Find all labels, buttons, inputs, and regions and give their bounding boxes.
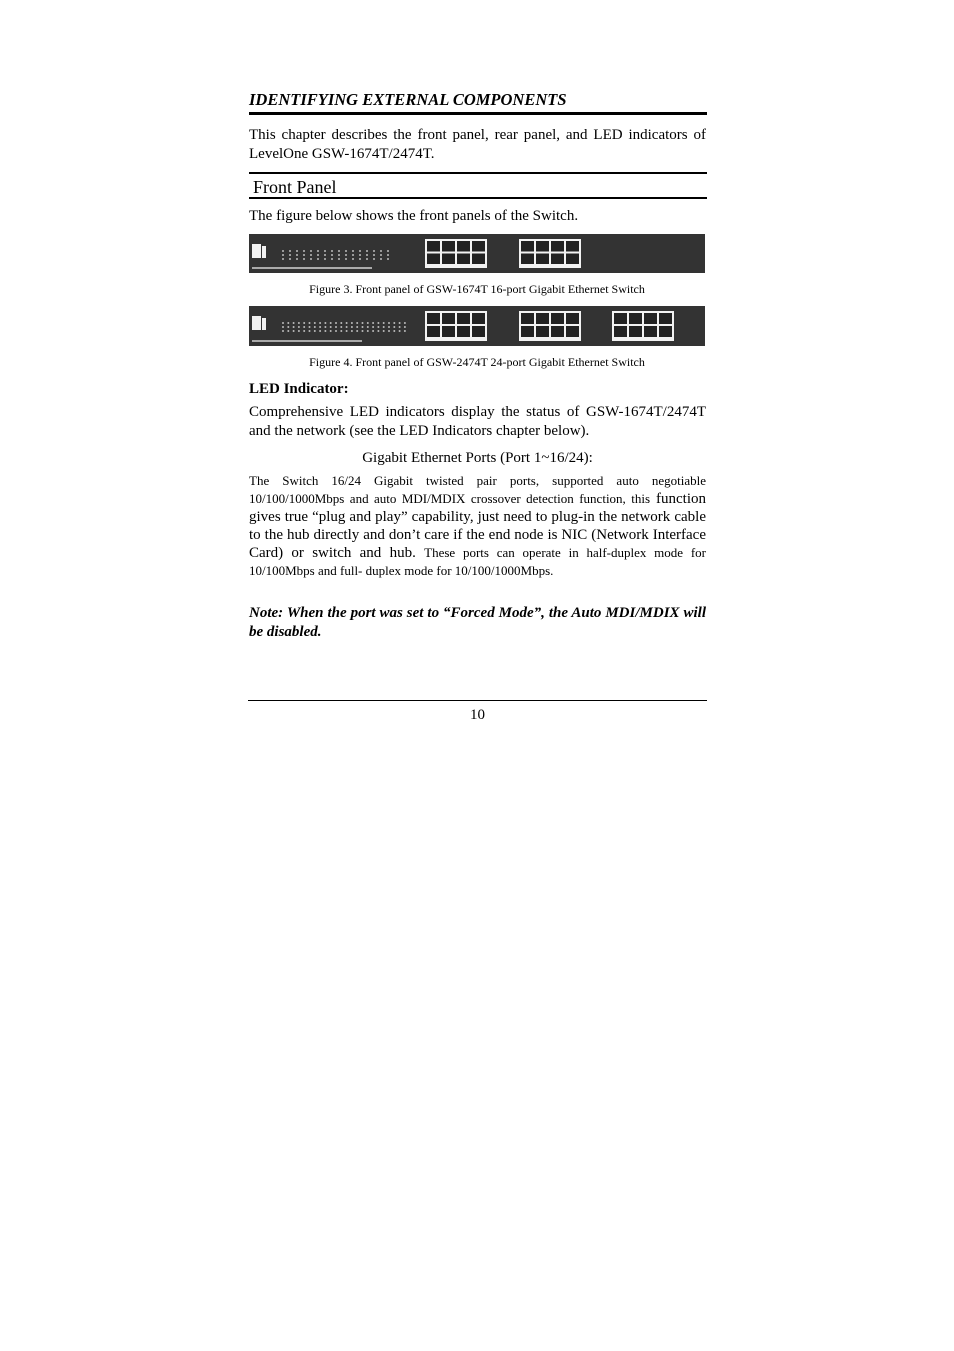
- led-dot: [309, 326, 311, 328]
- led-dot: [310, 254, 312, 256]
- rj45-port: [629, 326, 642, 337]
- rj45-port: [566, 254, 579, 265]
- footer-rule: [248, 700, 707, 701]
- model-label-strip: [252, 267, 372, 269]
- rj45-port: [614, 313, 627, 324]
- rj45-port: [536, 254, 549, 265]
- figure-lead-text: The figure below shows the front panels of the Switch.: [249, 208, 579, 224]
- led-dot: [346, 322, 348, 324]
- led-dot: [324, 250, 326, 252]
- led-dot: [372, 322, 374, 324]
- led-dot: [388, 326, 390, 328]
- led-dot: [309, 330, 311, 332]
- led-dot: [331, 258, 333, 260]
- rj45-port: [551, 254, 564, 265]
- logo-icon: [262, 246, 266, 258]
- led-dot: [317, 254, 319, 256]
- led-dot: [352, 258, 354, 260]
- rj45-port: [536, 313, 549, 324]
- front-panel-16-port-image: [249, 234, 705, 273]
- rj45-port: [427, 313, 440, 324]
- led-dot: [303, 326, 305, 328]
- led-dot: [362, 322, 364, 324]
- led-dot: [351, 330, 353, 332]
- rj45-port: [442, 313, 455, 324]
- page-number: 10: [470, 707, 485, 723]
- led-dot: [352, 250, 354, 252]
- led-dot: [351, 322, 353, 324]
- led-dot: [377, 326, 379, 328]
- led-dot: [377, 330, 379, 332]
- rj45-port: [566, 326, 579, 337]
- led-dot: [303, 258, 305, 260]
- led-dot: [317, 258, 319, 260]
- led-dot: [387, 258, 389, 260]
- led-dot: [377, 322, 379, 324]
- logo-icon: [252, 316, 261, 330]
- figure-3-caption: Figure 3. Front panel of GSW-1674T 16-port Gigabit Ethernet Switch: [309, 282, 645, 296]
- logo-icon: [252, 244, 261, 258]
- led-dot: [319, 326, 321, 328]
- rj45-port: [644, 313, 657, 324]
- led-dot: [373, 254, 375, 256]
- rj45-port: [521, 313, 534, 324]
- led-dot: [298, 322, 300, 324]
- led-dot: [282, 254, 284, 256]
- led-dot: [324, 258, 326, 260]
- note-paragraph: Note: When the port was set to “Forced Mode”, the Auto MDI/MDIX will be disabled.: [249, 605, 706, 640]
- led-dot: [359, 258, 361, 260]
- led-dot: [383, 322, 385, 324]
- led-dot: [340, 326, 342, 328]
- led-dot: [351, 326, 353, 328]
- led-dot: [338, 258, 340, 260]
- led-dot: [356, 322, 358, 324]
- rj45-port: [427, 254, 440, 265]
- led-dot: [393, 322, 395, 324]
- led-dot: [293, 322, 295, 324]
- rj45-port: [629, 313, 642, 324]
- led-dot: [330, 322, 332, 324]
- rj45-port: [472, 254, 485, 265]
- rj45-port: [457, 254, 470, 265]
- led-dot: [383, 326, 385, 328]
- led-dot: [366, 254, 368, 256]
- led-dot: [289, 258, 291, 260]
- rj45-port: [614, 326, 627, 337]
- led-dot: [346, 330, 348, 332]
- led-dot: [287, 322, 289, 324]
- led-dot: [310, 250, 312, 252]
- ports-text-part-b: function gives true “plug and play” capability, just need to plug-in the network cable to the hub directly and don’t care if the end node is NIC (Network Interface Card) or switch and hub.: [249, 491, 706, 561]
- led-dot: [345, 258, 347, 260]
- led-dot: [372, 330, 374, 332]
- rj45-port: [566, 241, 579, 252]
- led-dot: [356, 330, 358, 332]
- led-dot: [404, 326, 406, 328]
- led-dot: [298, 326, 300, 328]
- led-dot: [387, 254, 389, 256]
- led-dot: [362, 326, 364, 328]
- led-dot: [314, 326, 316, 328]
- led-dot: [345, 250, 347, 252]
- led-dot: [319, 330, 321, 332]
- rj45-port: [551, 313, 564, 324]
- section-title-front-panel: Front Panel: [249, 172, 707, 199]
- led-dot: [367, 322, 369, 324]
- led-dot: [388, 322, 390, 324]
- rj45-port: [472, 313, 485, 324]
- led-dot: [293, 330, 295, 332]
- led-dot: [404, 322, 406, 324]
- led-dot: [366, 250, 368, 252]
- rj45-port: [472, 241, 485, 252]
- led-dot: [331, 250, 333, 252]
- led-dot: [335, 326, 337, 328]
- led-dot: [287, 330, 289, 332]
- ports-text-part-a: The Switch 16/24 Gigabit twisted pair ports, supported auto negotiable 10/100/1000Mbps and auto MDI/MDIX crossover detection function, this: [249, 473, 706, 506]
- rj45-port: [659, 313, 672, 324]
- rj45-port: [536, 326, 549, 337]
- rj45-port: [472, 326, 485, 337]
- led-dot: [330, 330, 332, 332]
- led-dot: [340, 330, 342, 332]
- rj45-port: [659, 326, 672, 337]
- led-dot: [296, 258, 298, 260]
- front-panel-24-port-image: [249, 306, 705, 346]
- rj45-port: [551, 326, 564, 337]
- led-dot: [338, 250, 340, 252]
- led-dot: [388, 330, 390, 332]
- led-dot: [303, 254, 305, 256]
- rj45-port: [521, 254, 534, 265]
- led-dot: [345, 254, 347, 256]
- led-dot: [399, 330, 401, 332]
- led-dot: [335, 330, 337, 332]
- led-dot: [393, 326, 395, 328]
- led-dot: [289, 250, 291, 252]
- rj45-port: [551, 241, 564, 252]
- intro-paragraph: This chapter describes the front panel, rear panel, and LED indicators of LevelOne GSW-1674T/2474T.: [249, 127, 706, 162]
- led-dot: [393, 330, 395, 332]
- ports-text-part-c: These ports can operate in half-duplex mode for 10/100Mbps and full- duplex mode for 10/100/1000Mbps.: [249, 545, 706, 578]
- rj45-port: [427, 326, 440, 337]
- led-dot: [399, 322, 401, 324]
- model-label-strip: [252, 340, 362, 342]
- led-dot: [372, 326, 374, 328]
- led-dot: [380, 250, 382, 252]
- figure-4-caption: Figure 4. Front panel of GSW-2474T 24-port Gigabit Ethernet Switch: [309, 355, 645, 369]
- rj45-port: [457, 241, 470, 252]
- led-dot: [303, 330, 305, 332]
- led-dot: [356, 326, 358, 328]
- rj45-port: [427, 241, 440, 252]
- rj45-port: [457, 313, 470, 324]
- rj45-port: [521, 241, 534, 252]
- led-dot: [330, 326, 332, 328]
- rj45-port: [536, 241, 549, 252]
- led-indicator-paragraph: Comprehensive LED indicators display the status of GSW-1674T/2474T and the network (see the LED Indicators chapter below).: [249, 404, 706, 439]
- rj45-port: [644, 326, 657, 337]
- led-dot: [340, 322, 342, 324]
- rj45-port: [521, 326, 534, 337]
- led-dot: [309, 322, 311, 324]
- led-dot: [362, 330, 364, 332]
- rj45-port: [457, 326, 470, 337]
- gigabit-ports-paragraph: [249, 472, 706, 580]
- led-dot: [293, 326, 295, 328]
- led-dot: [331, 254, 333, 256]
- rj45-port: [442, 326, 455, 337]
- led-dot: [359, 250, 361, 252]
- led-dot: [296, 250, 298, 252]
- led-dot: [282, 322, 284, 324]
- led-dot: [324, 330, 326, 332]
- led-dot: [289, 254, 291, 256]
- led-dot: [383, 330, 385, 332]
- led-dot: [324, 322, 326, 324]
- led-dot: [303, 322, 305, 324]
- led-dot: [282, 250, 284, 252]
- led-dot: [338, 254, 340, 256]
- rj45-port: [442, 254, 455, 265]
- led-dot: [359, 254, 361, 256]
- led-dot: [310, 258, 312, 260]
- led-dot: [387, 250, 389, 252]
- logo-icon: [262, 318, 266, 330]
- led-dot: [324, 326, 326, 328]
- led-dot: [373, 258, 375, 260]
- chapter-title: IDENTIFYING EXTERNAL COMPONENTS: [249, 90, 707, 115]
- led-dot: [367, 326, 369, 328]
- led-dot: [373, 250, 375, 252]
- led-dot: [367, 330, 369, 332]
- led-dot: [366, 258, 368, 260]
- led-dot: [287, 326, 289, 328]
- led-dot: [352, 254, 354, 256]
- led-dot: [399, 326, 401, 328]
- gigabit-ports-heading: Gigabit Ethernet Ports (Port 1~16/24):: [362, 450, 593, 466]
- led-dot: [380, 254, 382, 256]
- led-dot: [346, 326, 348, 328]
- led-dot: [319, 322, 321, 324]
- led-dot: [335, 322, 337, 324]
- led-dot: [296, 254, 298, 256]
- led-indicator-heading: LED Indicator:: [249, 381, 349, 397]
- led-dot: [298, 330, 300, 332]
- rj45-port: [566, 313, 579, 324]
- led-dot: [324, 254, 326, 256]
- led-dot: [380, 258, 382, 260]
- led-dot: [404, 330, 406, 332]
- led-dot: [303, 250, 305, 252]
- led-dot: [314, 330, 316, 332]
- led-dot: [282, 258, 284, 260]
- rj45-port: [442, 241, 455, 252]
- led-dot: [317, 250, 319, 252]
- led-dot: [282, 326, 284, 328]
- led-dot: [282, 330, 284, 332]
- led-dot: [314, 322, 316, 324]
